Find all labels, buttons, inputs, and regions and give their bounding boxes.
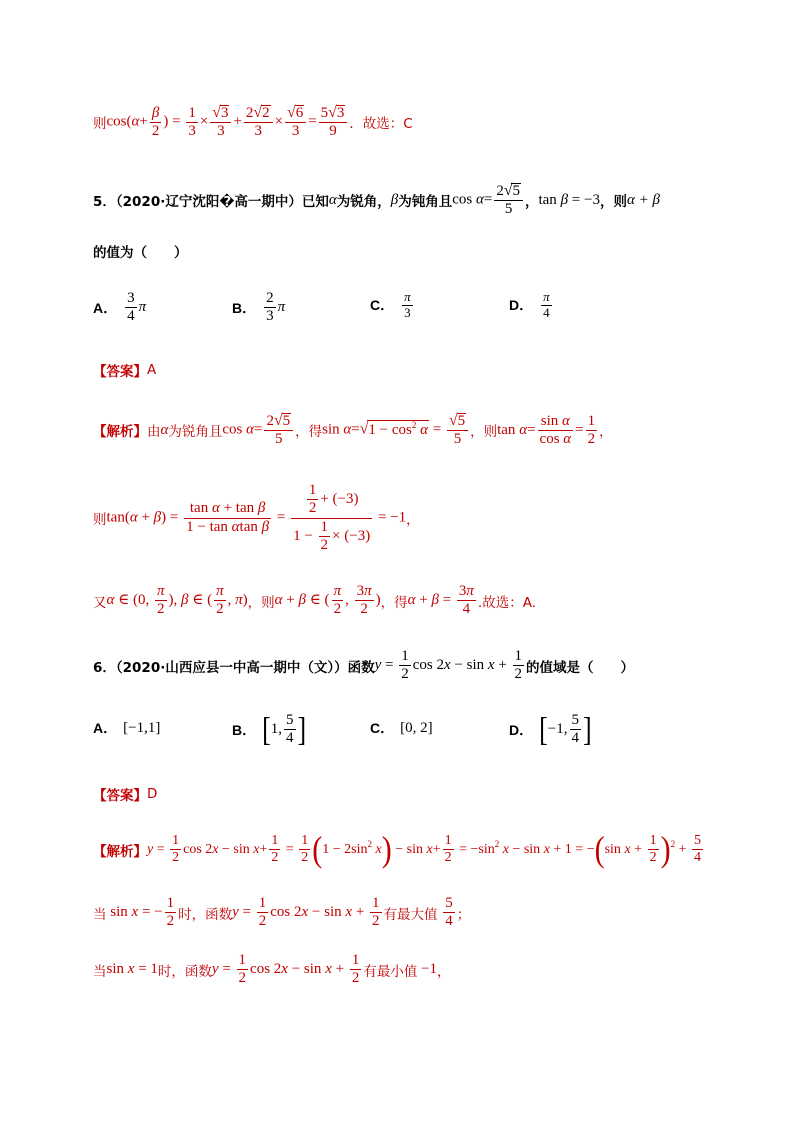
formula: sin x = 1: [106, 961, 158, 978]
formula: α ∈ (0, $\frac{\pi}{2}$ ), β ∈ ( $\frac{\pi}{2}$ , π): [106, 583, 248, 618]
text: ，则: [470, 424, 498, 441]
q5-answer: [93, 360, 156, 380]
text: ，: [437, 963, 451, 980]
text: 又: [93, 594, 107, 611]
q6-option-c[interactable]: [370, 718, 433, 738]
text: ，: [599, 424, 613, 441]
formula: tan(α + β) = $\frac{\text{tan α + tan β}}{\text{1 − tan αtan β}}$ = $\frac{1}{2}$ + (−3) 1 − $\frac{1}{2}$ × (−3) = −1: [106, 482, 407, 553]
q5-stem-line2: 的值为（ ）: [93, 245, 188, 261]
text: 的值域是（ ）: [526, 659, 635, 676]
text: 当: [93, 963, 107, 980]
formula: $\sin \alpha=√1 - \cos^2 \alpha$ = $\frac{√5}{5}$: [322, 412, 470, 449]
formula: [−1,1]: [123, 719, 161, 736]
text: 时，函数: [178, 906, 233, 923]
formula: −1: [417, 961, 438, 978]
alpha: α: [160, 421, 169, 438]
text: ；: [456, 906, 471, 923]
answer-value: D: [147, 786, 158, 802]
text: ，得: [380, 594, 408, 611]
text: ，则: [599, 194, 627, 211]
formula: [1, $\frac{5}{4}$ ]: [262, 710, 307, 748]
option-label: D．: [509, 297, 534, 314]
text: 则: [93, 512, 107, 528]
text: 由: [147, 424, 161, 441]
formula: α + β: [626, 191, 660, 208]
answer-label: 【答案】: [93, 788, 147, 804]
q6-option-b[interactable]: [232, 712, 306, 748]
q5-analysis-line2: [93, 482, 420, 554]
q6-answer: [93, 784, 157, 804]
text: ，: [406, 512, 420, 528]
formula: $\frac{2}{3}$ π: [266, 290, 286, 325]
text: 有最小值: [363, 963, 418, 980]
q5-analysis-line3: [93, 583, 536, 619]
option-label: C．: [370, 297, 395, 314]
formula: y = $\frac{1}{2}$ cos 2x − sin x + $\frac{1}{2}$: [211, 952, 360, 987]
q5-stem: [93, 182, 660, 219]
formula: cos(α+ $\frac{\beta}{2}$ ) = $\frac{1}{3}$ × $\frac{√3}{3}$ + $\frac{2√2}{3}$ × $\frac{√6}{3}$ = $\frac{5√3}{9}$: [107, 104, 350, 141]
q5-header: 5．（2020·辽宁沈阳�高一期中）已知: [93, 194, 329, 211]
analysis-label: 【解析】: [93, 424, 147, 441]
option-label: A．: [93, 720, 118, 736]
text: 时，函数: [157, 963, 212, 980]
option-label: D．: [509, 721, 534, 738]
text: ，得: [295, 424, 323, 441]
text: ，: [524, 194, 539, 211]
formula: [−1, $\frac{5}{4}$ ]: [539, 710, 592, 748]
q6-analysis-line2: [93, 895, 470, 931]
formula: α + β = $\frac{3\pi}{4}$: [407, 583, 474, 618]
analysis-label: 【解析】: [93, 843, 147, 860]
text: 则: [93, 116, 107, 133]
formula: sin x = − $\frac{1}{2}$: [106, 895, 175, 930]
text: 为钝角且: [398, 194, 453, 211]
option-label: C．: [370, 720, 395, 736]
answer-value: A: [147, 362, 157, 378]
q5-analysis-line1: [93, 412, 613, 449]
answer-label: 【答案】: [93, 364, 147, 380]
formula: [0, 2]: [400, 719, 433, 736]
q6-analysis-line1: [93, 829, 705, 869]
option-label: B．: [232, 299, 257, 316]
formula: cos α= $\frac{2√5}{5}$: [452, 182, 525, 219]
alpha: α: [328, 191, 337, 208]
q6-option-a[interactable]: [93, 718, 160, 738]
formula: tan β = −3: [538, 191, 600, 208]
text: ．故选：C: [349, 116, 413, 133]
formula: y = $\frac{1}{2}$ cos 2x − sin x+ $\frac{1}{2}$ = $\frac{1}{2}$ ($1 - 2\sin^2$ x) − sin x+ $\frac{1}{2}$ = $-\sin^2$ x − sin x + 1 = −(sin x + $\frac{1}{2}$ )$^2$ + $\frac{5}{4}$: [147, 829, 701, 869]
formula: y = $\frac{1}{2}$ cos 2x − sin x + $\frac{1}{2}$: [374, 648, 523, 683]
text: 有最大值: [383, 906, 438, 923]
formula: $\frac{3}{4}$ π: [127, 290, 147, 325]
formula: y = $\frac{1}{2}$ cos 2x − sin x + $\frac{1}{2}$: [232, 895, 380, 930]
formula: tan α= $\frac{\text{sin α}}{\text{cos α}}$ = $\frac{1}{2}$: [497, 412, 596, 447]
beta: β: [390, 191, 399, 208]
text: 为锐角且: [168, 424, 223, 441]
q6-options: [93, 712, 593, 756]
q6-option-d[interactable]: [509, 712, 592, 748]
q5-option-a[interactable]: [93, 290, 146, 326]
option-label: A．: [93, 299, 118, 316]
q6-header: 6．（2020·山西应县一中高一期中（文））函数: [93, 659, 375, 676]
option-label: B．: [232, 721, 257, 738]
line-cos-result: [93, 104, 413, 141]
formula: α + β ∈ ( $\frac{\pi}{2}$ , $\frac{3\pi}{2}$ ): [274, 583, 381, 618]
q5-options: [93, 290, 593, 330]
text: 为锐角，: [336, 194, 391, 211]
formula: cos α= $\frac{2√5}{5}$: [222, 412, 295, 449]
text: .故选：A.: [477, 594, 536, 611]
q5-option-b[interactable]: [232, 290, 285, 326]
formula: $\frac{\pi}{4}$: [543, 289, 550, 320]
formula: $\frac{\pi}{3}$: [404, 289, 411, 320]
text: ，则: [247, 594, 275, 611]
q5-option-c[interactable]: [370, 290, 415, 321]
formula: $\frac{5}{4}$: [445, 895, 453, 930]
text: 当: [93, 906, 107, 923]
q6-stem: [93, 648, 634, 684]
q5-option-d[interactable]: [509, 290, 554, 321]
q6-analysis-line3: [93, 952, 451, 988]
